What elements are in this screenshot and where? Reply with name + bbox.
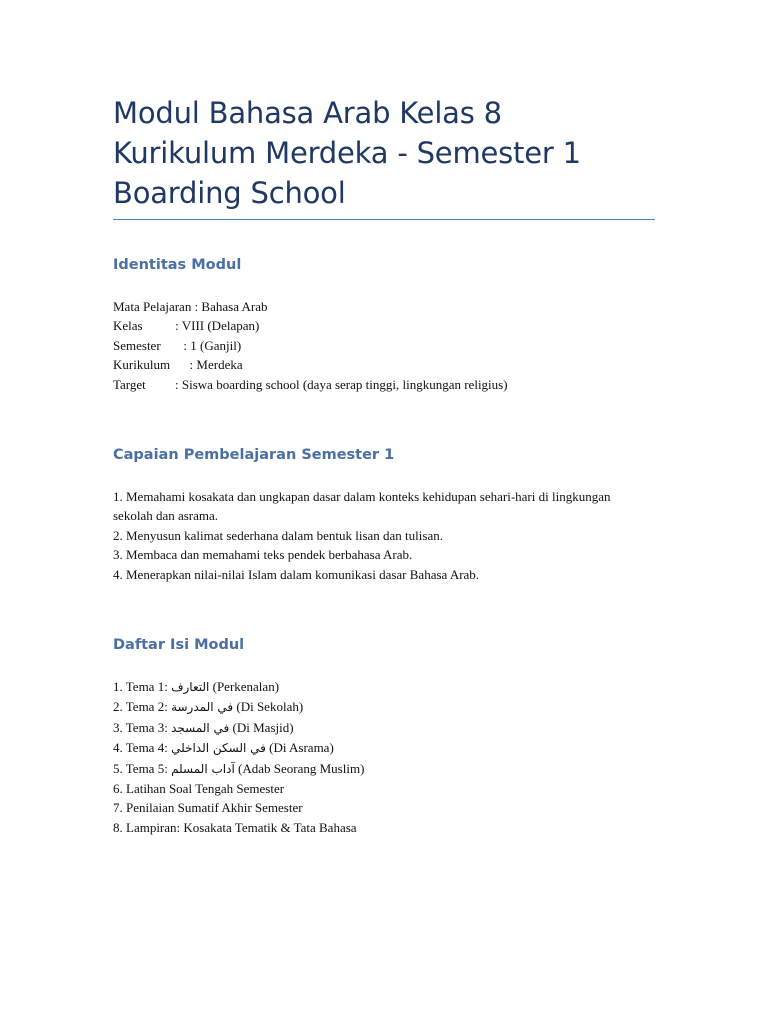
daftar-isi-item-3-arabic: في المسجد [171, 720, 230, 735]
title-line-2: Kurikulum Merdeka - Semester 1 [113, 136, 581, 170]
daftar-isi-item-1 [113, 677, 658, 697]
capaian-item-1: 1. Memahami kosakata dan ungkapan dasar dalam konteks kehidupan sehari-hari di lingkungan sekolah dan asrama. [113, 489, 611, 524]
daftar-isi-item-5-arabic: آداب المسلم [171, 761, 235, 776]
daftar-isi-item-4-prefix: 4. Tema 4: [113, 740, 172, 756]
title-divider [113, 219, 655, 220]
capaian-list [113, 487, 618, 584]
capaian-item-3: 3. Membaca dan memahami teks pendek berbahasa Arab. [113, 547, 413, 563]
daftar-isi-list [113, 677, 658, 837]
daftar-isi-item-1-suffix: (Perkenalan) [209, 679, 280, 694]
daftar-isi-item-2 [113, 697, 658, 717]
heading-identitas: Identitas Modul [113, 257, 242, 273]
identitas-line-target: Target : Siswa boarding school (daya serap tinggi, lingkungan religius) [113, 376, 508, 392]
title-line-1: Modul Bahasa Arab Kelas 8 [113, 96, 502, 130]
daftar-isi-item-2-suffix: (Di Sekolah) [233, 699, 304, 715]
identitas-block [113, 297, 658, 394]
daftar-isi-item-2-prefix: 2. Tema 2: [113, 699, 172, 715]
daftar-isi-item-4 [113, 738, 658, 758]
capaian-item-2: 2. Menyusun kalimat sederhana dalam bentuk lisan dan tulisan. [113, 527, 443, 543]
daftar-isi-item-1-prefix: 1. Tema 1: [113, 679, 172, 694]
heading-capaian: Capaian Pembelajaran Semester 1 [113, 447, 395, 463]
daftar-isi-item-3 [113, 718, 658, 738]
daftar-isi-item-7: 7. Penilaian Sumatif Akhir Semester [113, 800, 303, 816]
daftar-isi-item-5 [113, 759, 658, 779]
identitas-line-mapel: Mata Pelajaran : Bahasa Arab [113, 299, 268, 314]
heading-daftar-isi: Daftar Isi Modul [113, 637, 245, 653]
document-title [113, 93, 658, 213]
daftar-isi-item-3-suffix: (Di Masjid) [229, 719, 294, 735]
capaian-item-4: 4. Menerapkan nilai-nilai Islam dalam komunikasi dasar Bahasa Arab. [113, 566, 480, 582]
daftar-isi-item-8: 8. Lampiran: Kosakata Tematik & Tata Bahasa [113, 819, 357, 835]
daftar-isi-item-3-prefix: 3. Tema 3: [113, 719, 172, 735]
daftar-isi-item-5-prefix: 5. Tema 5: [113, 760, 172, 776]
identitas-line-kelas: Kelas : VIII (Delapan) [113, 318, 260, 334]
daftar-isi-item-4-suffix: (Di Asrama) [265, 740, 334, 756]
daftar-isi-item-4-arabic: في السكن الداخلي [171, 741, 266, 756]
daftar-isi-item-1-arabic: التعارف [171, 680, 210, 694]
identitas-line-semester: Semester : 1 (Ganjil) [113, 337, 242, 353]
daftar-isi-item-6: 6. Latihan Soal Tengah Semester [113, 781, 285, 797]
identitas-line-kurikulum: Kurikulum : Merdeka [113, 357, 243, 373]
daftar-isi-item-5-suffix: (Adab Seorang Muslim) [234, 760, 365, 776]
title-line-3: Boarding School [113, 176, 346, 210]
daftar-isi-item-2-arabic: في المدرسة [171, 700, 234, 715]
